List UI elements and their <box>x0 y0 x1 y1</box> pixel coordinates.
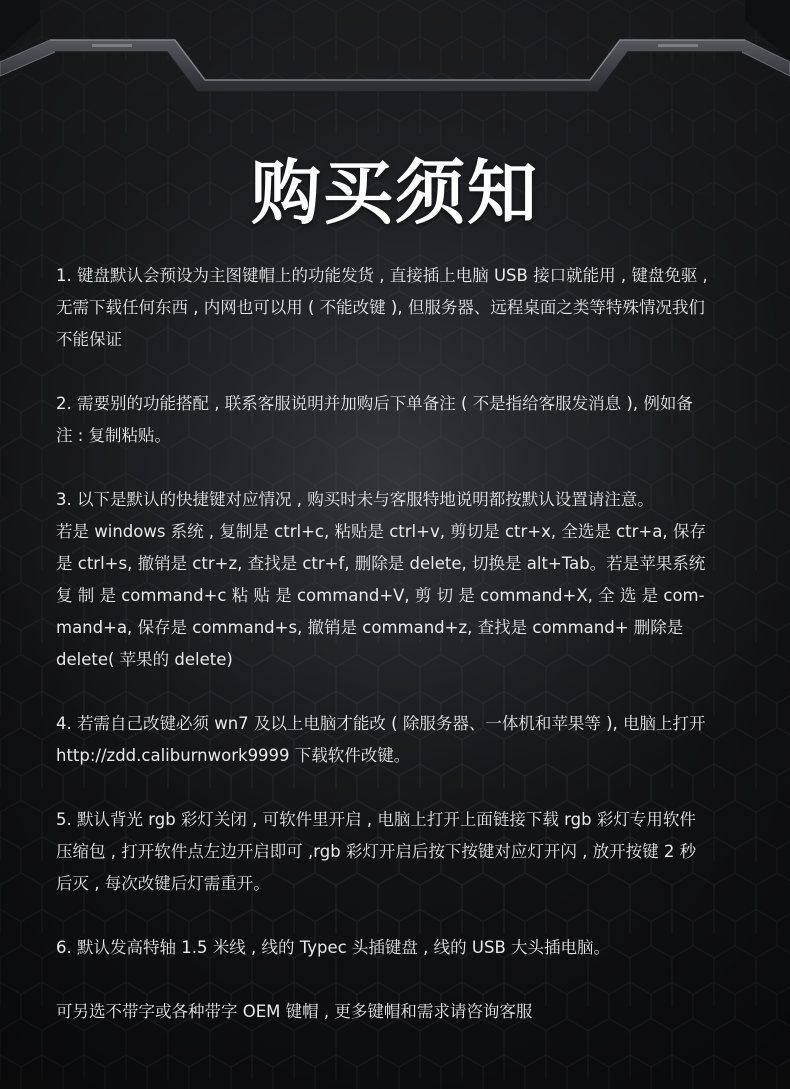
text-line: 是 ctrl+s, 撤销是 ctr+z, 查找是 ctr+f, 删除是 delete, 切换是 alt+Tab。若是苹果系统 <box>56 554 706 573</box>
notice-paragraph-5 <box>56 804 748 900</box>
notice-paragraph-6 <box>56 932 748 964</box>
notice-paragraph-3 <box>56 484 748 676</box>
text-line: 3. 以下是默认的快捷键对应情况 , 购买时未与客服特地说明都按默认设置请注意。 <box>56 490 654 509</box>
text-line: 4. 若需自己改键必须 wn7 及以上电脑才能改 ( 除服务器、一体机和苹果等 ), 电脑上打开 <box>56 714 706 733</box>
text-line: 可另选不带字或各种带字 OEM 键帽 , 更多键帽和需求请咨询客服 <box>56 1002 533 1021</box>
notice-paragraph-2 <box>56 388 748 452</box>
page-title: 购买须知 <box>251 152 539 234</box>
text-line: mand+a, 保存是 command+s, 撤销是 command+z, 查找是 command+ 删除是 <box>56 618 684 637</box>
text-line: delete( 苹果的 delete) <box>56 650 233 669</box>
text-line: 5. 默认背光 rgb 彩灯关闭 , 可软件里开启 , 电脑上打开上面链接下载 rgb 彩灯专用软件 <box>56 810 696 829</box>
notice-paragraph-7 <box>56 996 748 1028</box>
text-line: 不能保证 <box>56 330 122 349</box>
notice-paragraph-1 <box>56 260 748 356</box>
text-line: 后灭 , 每次改键后灯需重开。 <box>56 874 270 893</box>
text-line: http://zdd.caliburnwork9999 下载软件改键。 <box>56 746 411 765</box>
text-line: 复 制 是 command+c 粘 贴 是 command+V, 剪 切 是 command+X, 全 选 是 com- <box>56 586 705 605</box>
top-frame-decoration <box>0 0 790 110</box>
text-line: 无需下载任何东西 , 内网也可以用 ( 不能改键 ), 但服务器、远程桌面之类等特殊情况我们 <box>56 298 705 317</box>
text-line: 若是 windows 系统 , 复制是 ctrl+c, 粘贴是 ctrl+v, 剪切是 ctr+x, 全选是 ctr+a, 保存 <box>56 522 706 541</box>
notice-paragraph-4 <box>56 708 748 772</box>
text-line: 2. 需要别的功能搭配 , 联系客服说明并加购后下单备注 ( 不是指给客服发消息 ), 例如备 <box>56 394 693 413</box>
text-line: 6. 默认发高特轴 1.5 米线 , 线的 Typec 头插键盘 , 线的 USB 大头插电脑。 <box>56 938 611 957</box>
text-line: 1. 键盘默认会预设为主图键帽上的功能发货 , 直接插上电脑 USB 接口就能用 , 键盘免驱 , <box>56 266 708 285</box>
text-line: 压缩包 , 打开软件点左边开启即可 ,rgb 彩灯开启后按下按键对应灯开闪 , 放开按键 2 秒 <box>56 842 697 861</box>
notice-content <box>56 260 748 1028</box>
text-line: 注 : 复制粘贴。 <box>56 426 172 445</box>
